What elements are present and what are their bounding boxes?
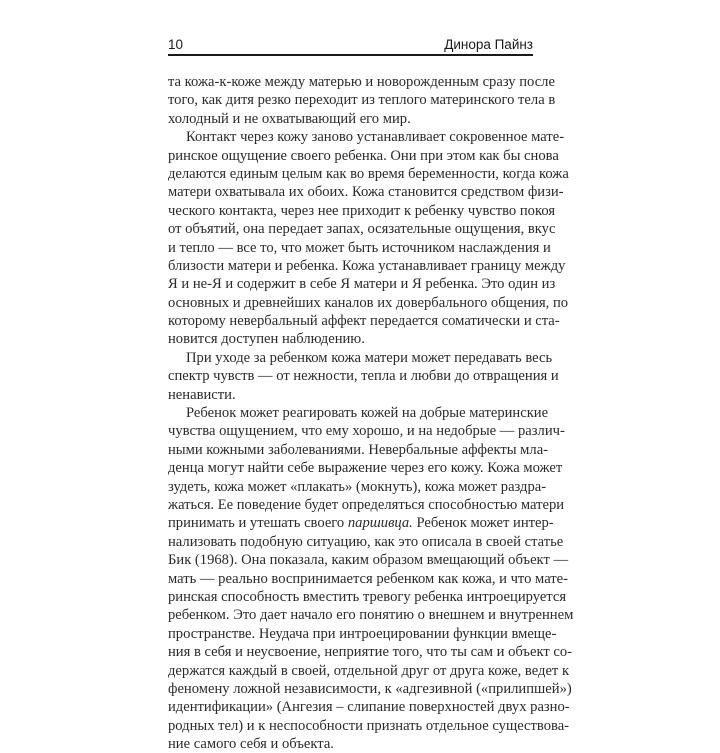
paragraph — [168, 349, 559, 404]
text-line: мать — реально воспринимается ребенком как кожа, и что мате- — [168, 570, 569, 587]
text-line: того, как дитя резко переходит из теплого материнского тела в — [168, 92, 556, 109]
text-line: Бик (1968). Она показала, каким образом вмещающий объект — — [168, 552, 569, 569]
paragraph — [168, 404, 574, 753]
text-line: матери охватывала их обоих. Кожа становится средством физи- — [168, 184, 564, 201]
text-line: зудеть, кожа может «плакать» (мокнуть), кожа может раздра- — [168, 478, 547, 495]
body-text — [168, 73, 574, 753]
text-line: которому невербальный аффект передается соматически и ста- — [168, 313, 560, 330]
text-line: Контакт через кожу заново устанавливает сокровенное мате- — [186, 129, 565, 146]
text-line: чувства ощущением, что ему хорошо, и на недобрые — различ- — [168, 423, 565, 440]
text-line: холодный и не охватывающий его мир. — [168, 110, 411, 127]
text-line: ринское ощущение своего ребенка. Они при этом как бы снова — [168, 147, 559, 164]
text-line: Ребенок может реагировать кожей на добрые материнские — [186, 405, 549, 422]
text-line: ребенком. Это дает начало его понятию о внешнем и внутреннем — [168, 607, 574, 624]
text-line: ние самого себя и объекта. — [168, 736, 334, 753]
text-line: близости матери и ребенка. Кожа устанавливает границу между — [168, 257, 566, 274]
text-line: денца могут найти себе выражение через его кожу. Кожа может — [168, 460, 563, 477]
text-line: принимать и утешать своего паршивца. Ребенок может интер- — [168, 515, 554, 532]
running-head-author: Динора Пайнз — [444, 37, 533, 52]
text-line: жаться. Ее поведение будет определяться способностью матери — [168, 496, 565, 513]
text-line: ния в себя и неусвоение, неприятие того, что ты сам и объект со- — [168, 644, 573, 661]
text-line: делаются единым целым как во время беременности, когда кожа — [168, 165, 569, 182]
text-line: пространстве. Неудача при интроецировании функции вмеще- — [168, 625, 557, 642]
text-line: нализовать подобную ситуацию, как это описала в своей статье — [168, 533, 564, 550]
text-line: Я и не-Я и содержит в себе Я матери и Я ребенка. Это один из — [168, 276, 556, 293]
text-line: держатся каждый в своей, отдельной друг от друга коже, ведет к — [168, 662, 570, 679]
text-line: та кожа-к-коже между матерью и новорожденным сразу после — [168, 74, 555, 90]
paragraph — [168, 128, 569, 349]
text-line: от объятий, она передает запах, осязательные ощущения, вкус — [168, 221, 556, 238]
text-line: новится доступен наблюдению. — [168, 331, 365, 348]
text-line: родных тел) и к неспособности признать отдельное существова- — [168, 717, 570, 734]
italic-emphasis: паршивца. — [347, 515, 413, 532]
text-line: ринская способность вместить тревогу ребенка интроецируется — [168, 588, 567, 605]
text-line: основных и древнейших каналов их довербального общения, по — [168, 294, 569, 311]
running-header — [168, 38, 533, 56]
text-line: спектр чувств — от нежности, тепла и любви до отвращения и — [168, 368, 559, 385]
text-line: ненависти. — [168, 386, 236, 403]
paragraph — [168, 73, 556, 128]
text-line: ными кожными заболеваниями. Невербальные аффекты мла- — [168, 441, 549, 458]
page-number: 10 — [168, 37, 184, 52]
text-line: При уходе за ребенком кожа матери может передавать весь — [186, 349, 553, 366]
text-line: феномену ложной независимости, к «адгезивной («прилипшей») — [168, 680, 572, 697]
text-line: идентификации» (Ангезия – слипание поверхностей двух разно- — [168, 699, 570, 716]
text-line: ческого контакта, через нее приходит к ребенку чувство покоя — [168, 202, 556, 219]
text-line: и тепло — все то, что может быть источником наслаждения и — [168, 239, 551, 256]
